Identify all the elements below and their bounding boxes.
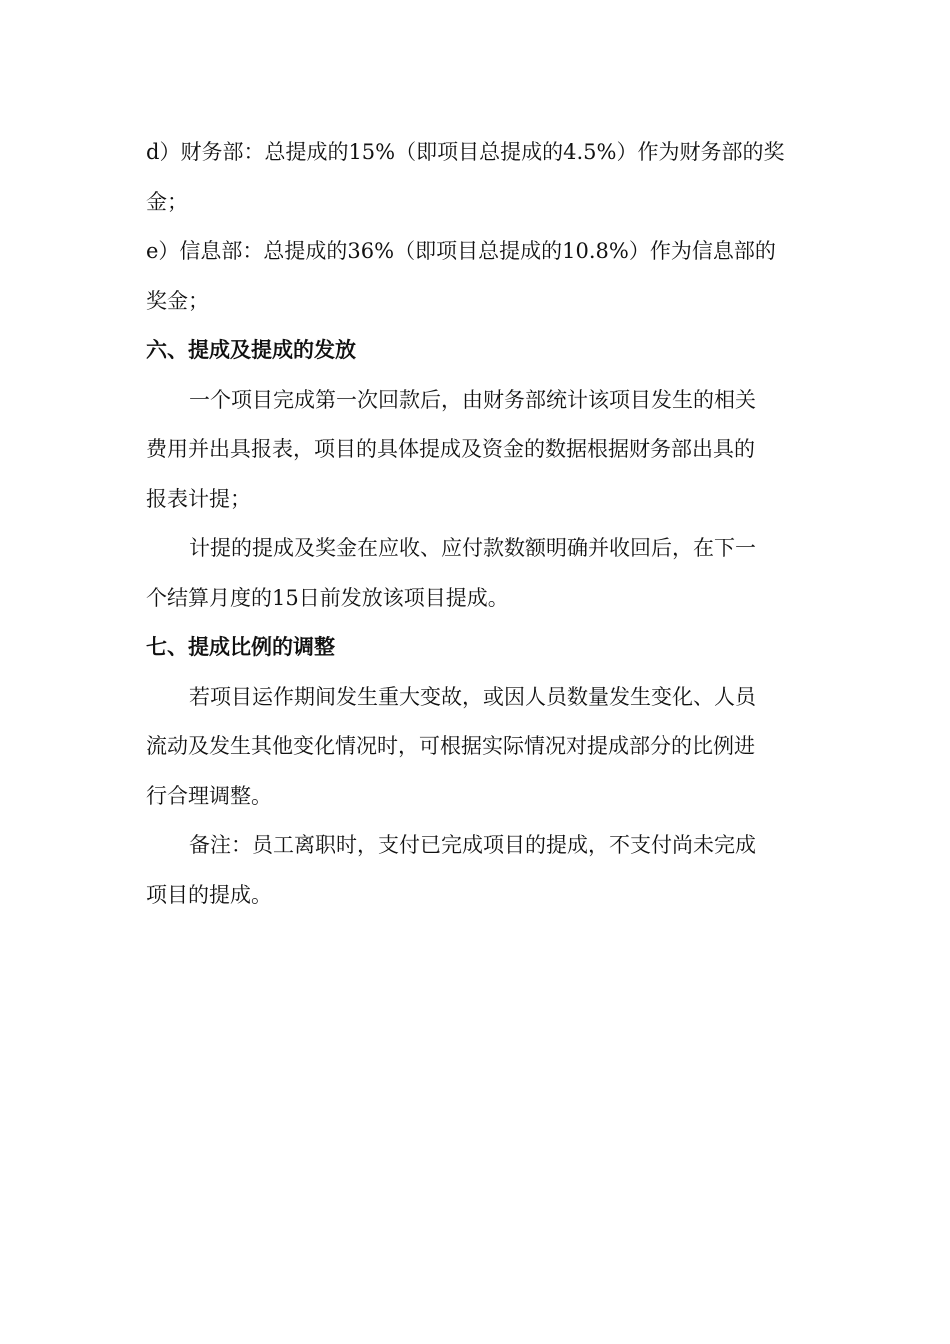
- item-e-line-1: e）信息部：总提成的36%（即项目总提成的10.8%）作为信息部的: [146, 239, 776, 263]
- section-6-para-2-line-1: 计提的提成及奖金在应收、应付款数额明确并收回后，在下一: [189, 536, 756, 560]
- document-page: [146, 128, 806, 920]
- note-line-2: 项目的提成。: [146, 882, 272, 907]
- section-6-heading: 六、提成及提成的发放: [146, 338, 356, 362]
- section-7-para-1-line-2: 流动及发生其他变化情况时，可根据实际情况对提成部分的比例进: [146, 734, 755, 758]
- item-d-line-1: d）财务部：总提成的15%（即项目总提成的4.5%）作为财务部的奖: [146, 140, 785, 164]
- section-6-para-1-line-2: 费用并出具报表，项目的具体提成及资金的数据根据财务部出具的: [146, 437, 755, 461]
- item-d-line-2: 金；: [146, 189, 188, 214]
- section-7-heading: 七、提成比例的调整: [146, 635, 335, 659]
- section-6-para-2-line-2: 个结算月度的15日前发放该项目提成。: [146, 585, 509, 610]
- item-e-line-2: 奖金；: [146, 288, 209, 313]
- section-6-para-1-line-1: 一个项目完成第一次回款后，由财务部统计该项目发生的相关: [189, 387, 756, 412]
- section-6-para-1-line-3: 报表计提；: [146, 486, 251, 511]
- section-7-para-1-line-1: 若项目运作期间发生重大变故，或因人员数量发生变化、人员: [189, 684, 756, 709]
- section-7-para-1-line-3: 行合理调整。: [146, 783, 272, 808]
- note-line-1: 备注：员工离职时，支付已完成项目的提成，不支付尚未完成: [189, 833, 756, 857]
